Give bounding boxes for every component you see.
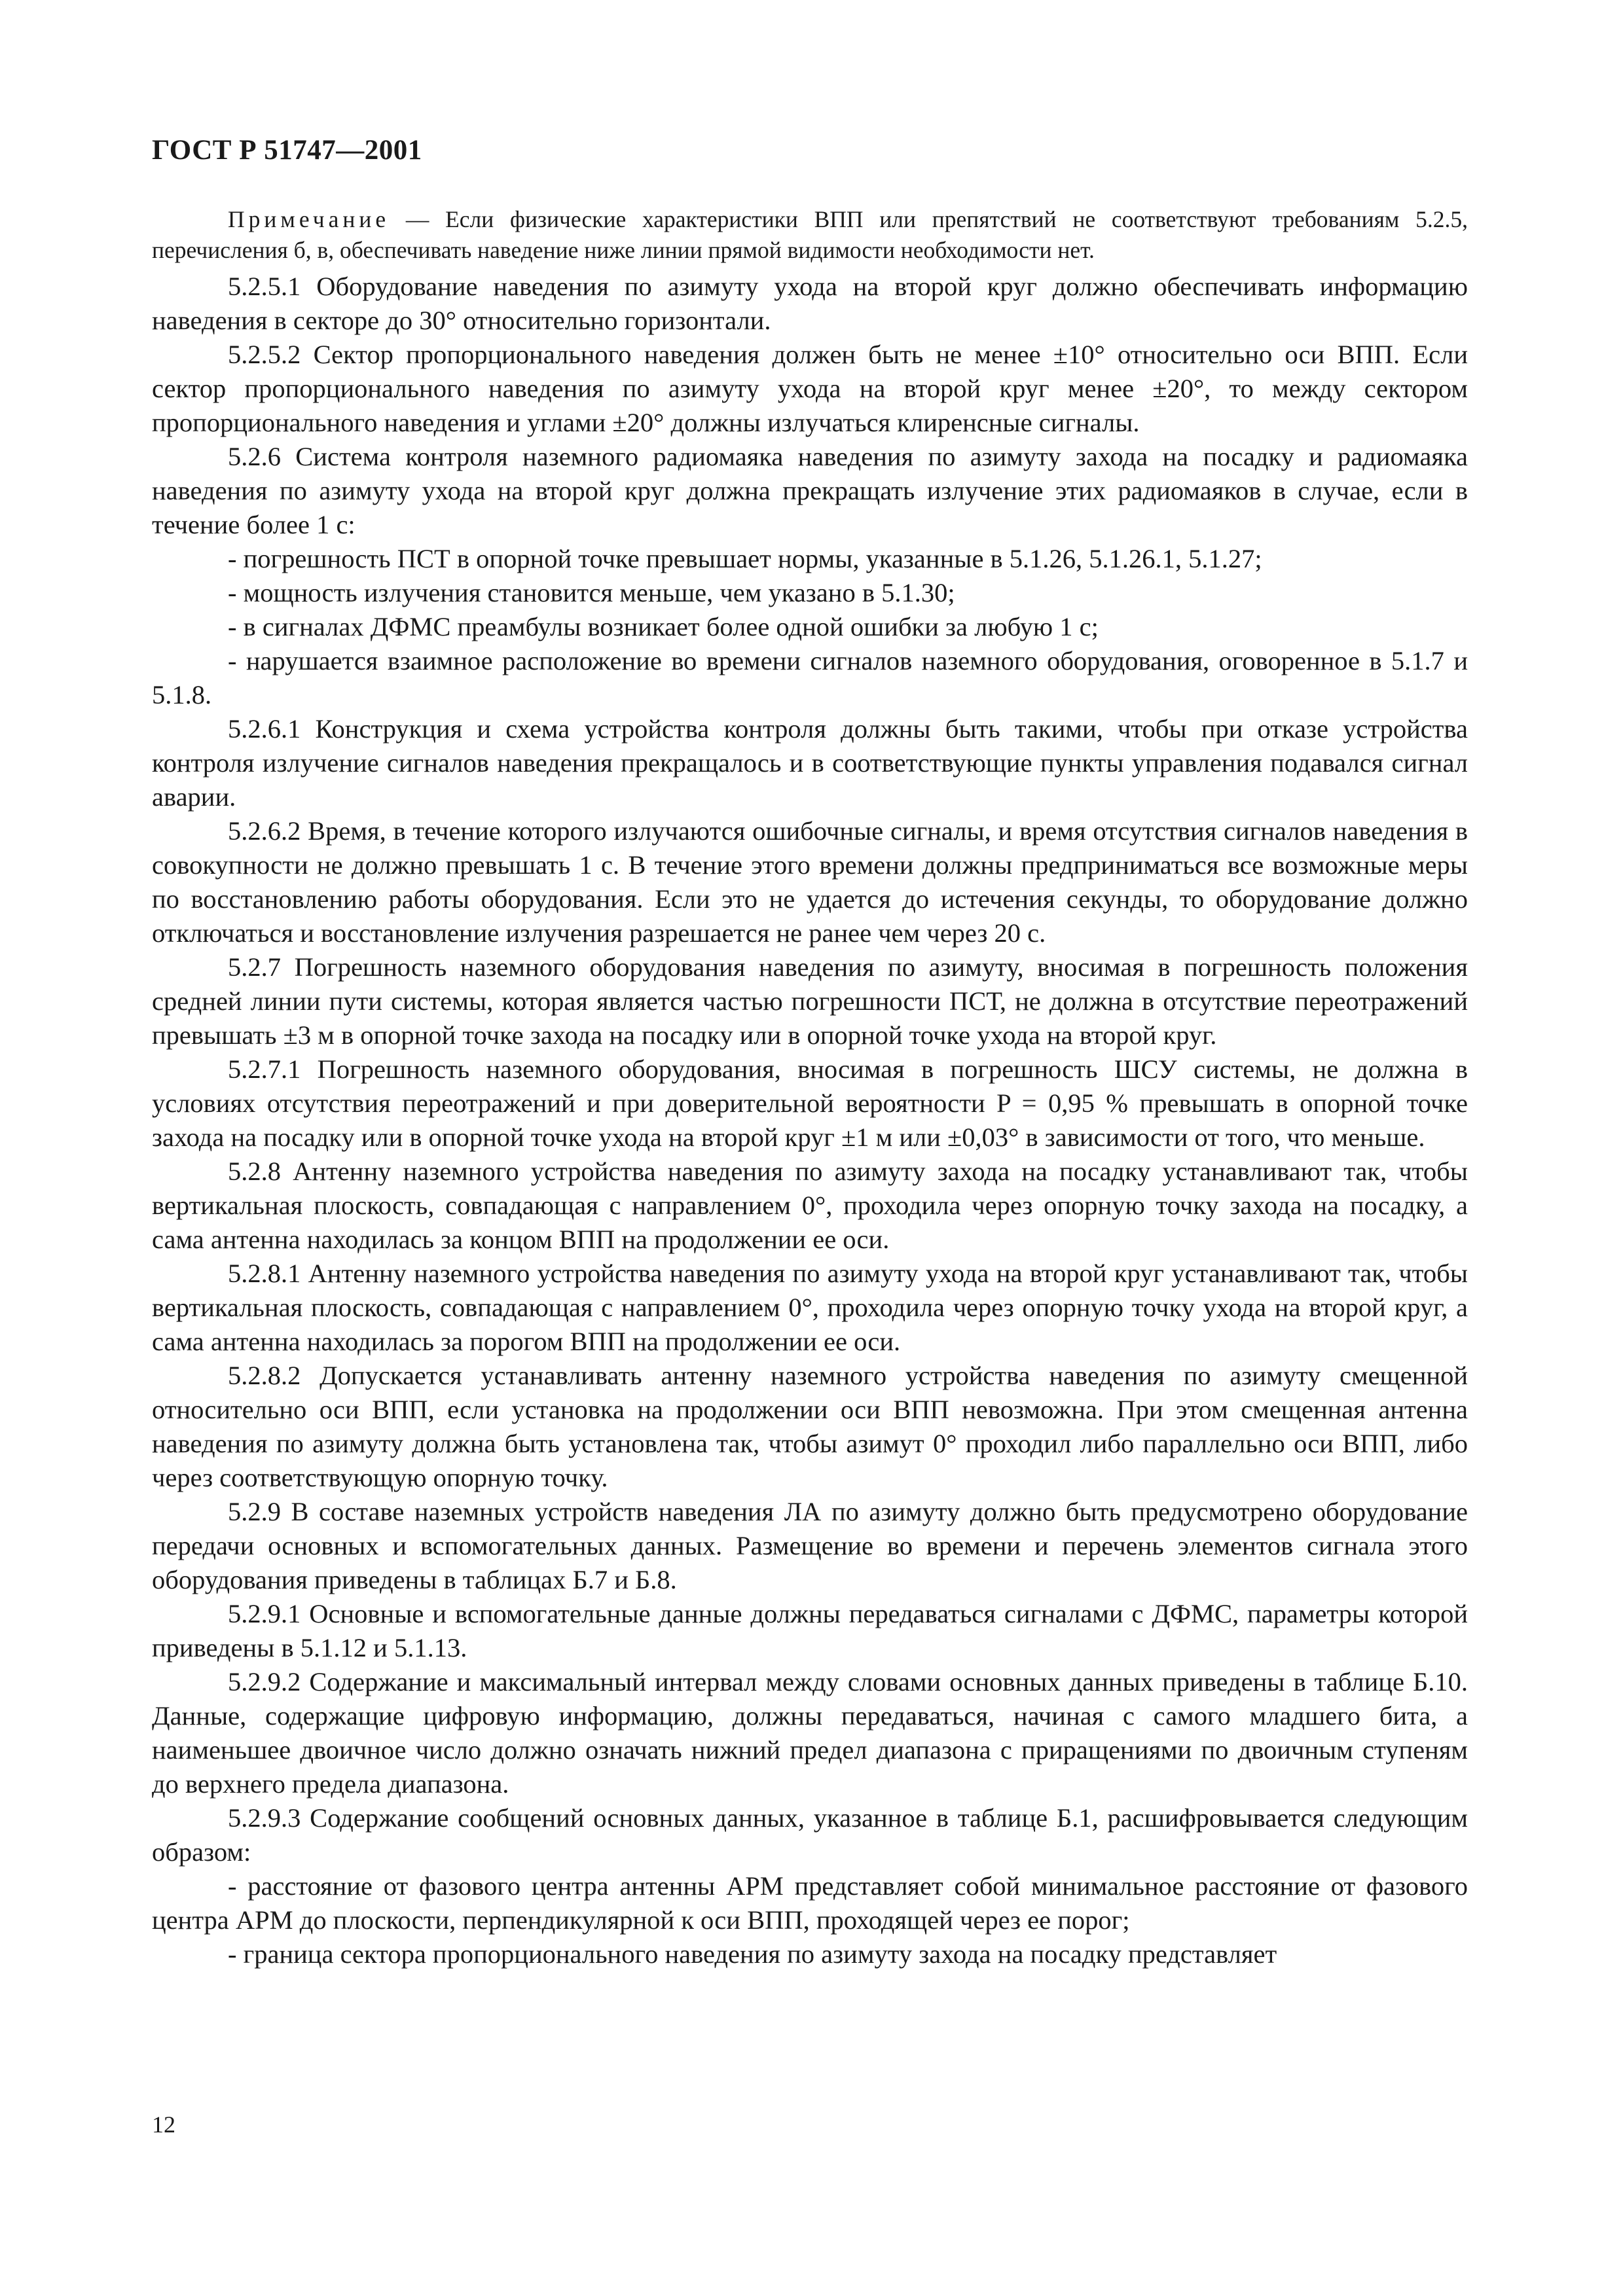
- page-number: 12: [152, 2111, 175, 2138]
- standard-header: ГОСТ Р 51747—2001: [152, 135, 422, 166]
- paragraph: 5.2.7.1 Погрешность наземного оборудования, вносимая в погрешность ШСУ системы, не должна в условиях отсутствия переотражений и при доверительной вероятности P = 0,95 % превышать в опорной точке захода на посадку или в опорной точке ухода на второй круг ±1 м или ±0,03° в зависимости от того, что меньше.: [152, 1054, 1468, 1152]
- list-item: - мощность излучения становится меньше, чем указано в 5.1.30;: [228, 578, 955, 607]
- paragraph: 5.2.8.2 Допускается устанавливать антенну наземного устройства наведения по азимуту смещенной относительно оси ВПП, если установка на продолжении оси ВПП невозможна. При этом смещенная антенна наведения по азимуту должна быть установлена так, чтобы азимут 0° проходил либо параллельно оси ВПП, либо через соответствующую опорную точку.: [152, 1361, 1468, 1492]
- list-item: - в сигналах ДФМС преамбулы возникает более одной ошибки за любую 1 с;: [228, 612, 1099, 641]
- paragraph: 5.2.8 Антенну наземного устройства наведения по азимуту захода на посадку устанавливают так, чтобы вертикальная плоскость, совпадающая с направлением 0°, проходила через опорную точку захода на посадку, а сама антенна находилась за концом ВПП на продолжении ее оси.: [152, 1157, 1468, 1254]
- paragraph: 5.2.5.1 Оборудование наведения по азимуту ухода на второй круг должно обеспечивать информацию наведения в секторе до 30° относительно горизонтали.: [152, 272, 1468, 335]
- note-label: Примечание: [228, 206, 390, 232]
- note-paragraph: [152, 204, 1468, 266]
- paragraph: 5.2.9.3 Содержание сообщений основных данных, указанное в таблице Б.1, расшифровывается следующим образом:: [152, 1803, 1468, 1867]
- paragraph: 5.2.9 В составе наземных устройств наведения ЛА по азимуту должно быть предусмотрено оборудование передачи основных и вспомогательных данных. Размещение во времени и перечень элементов сигнала этого оборудования приведены в таблицах Б.7 и Б.8.: [152, 1497, 1468, 1594]
- list-item: - погрешность ПСТ в опорной точке превышает нормы, указанные в 5.1.26, 5.1.26.1, 5.1.27;: [228, 544, 1262, 573]
- paragraph: 5.2.9.2 Содержание и максимальный интервал между словами основных данных приведены в таблице Б.10. Данные, содержащие цифровую информацию, должны передаваться, начиная с самого младшего бита, а наименьшее двоичное число должно означать нижний предел диапазона с приращениями по двоичным ступеням до верхнего предела диапазона.: [152, 1667, 1468, 1799]
- paragraph: 5.2.6.1 Конструкция и схема устройства контроля должны быть такими, чтобы при отказе устройства контроля излучение сигналов наведения прекращалось и в соответствующие пункты управления подавался сигнал аварии.: [152, 714, 1468, 812]
- paragraph: 5.2.7 Погрешность наземного оборудования наведения по азимуту, вносимая в погрешность положения средней линии пути системы, которая является частью погрешности ПСТ, не должна в отсутствие переотражений превышать ±3 м в опорной точке захода на посадку или в опорной точке ухода на второй круг.: [152, 952, 1468, 1050]
- paragraph: 5.2.6 Система контроля наземного радиомаяка наведения по азимуту захода на посадку и радиомаяка наведения по азимуту ухода на второй круг должна прекращать излучение этих радиомаяков в случае, если в течение более 1 с:: [152, 442, 1468, 539]
- list-item: - нарушается взаимное расположение во времени сигналов наземного оборудования, оговоренное в 5.1.7 и 5.1.8.: [152, 646, 1468, 709]
- paragraph: 5.2.6.2 Время, в течение которого излучаются ошибочные сигналы, и время отсутствия сигналов наведения в совокупности не должно превышать 1 с. В течение этого времени должны предприниматься все возможные меры по восстановлению работы оборудования. Если это не удается до истечения секунды, то оборудование должно отключаться и восстановление излучения разрешается не ранее чем через 20 с.: [152, 816, 1468, 948]
- paragraph: 5.2.5.2 Сектор пропорционального наведения должен быть не менее ±10° относительно оси ВПП. Если сектор пропорционального наведения по азимуту ухода на второй круг менее ±20°, то между сектором пропорционального наведения и углами ±20° должны излучаться клиренсные сигналы.: [152, 340, 1468, 437]
- paragraph: 5.2.9.1 Основные и вспомогательные данные должны передаваться сигналами с ДФМС, параметры которой приведены в 5.1.12 и 5.1.13.: [152, 1599, 1468, 1662]
- paragraph: 5.2.8.1 Антенну наземного устройства наведения по азимуту ухода на второй круг устанавливают так, чтобы вертикальная плоскость, совпадающая с направлением 0°, проходила через опорную точку ухода на второй круг, а сама антенна находилась за порогом ВПП на продолжении ее оси.: [152, 1259, 1468, 1356]
- note-text: — Если физические характеристики ВПП или препятствий не соответствуют требованиям 5.2.5, перечисления б, в, обеспечивать наведение ниже линии прямой видимости необходимости нет.: [152, 206, 1468, 263]
- list-item: - расстояние от фазового центра антенны АРМ представляет собой минимальное расстояние от фазового центра АРМ до плоскости, перпендикулярной к оси ВПП, проходящей через ее порог;: [152, 1871, 1468, 1935]
- document-body: [152, 204, 1468, 1971]
- list-item: - граница сектора пропорционального наведения по азимуту захода на посадку представляет: [228, 1939, 1277, 1969]
